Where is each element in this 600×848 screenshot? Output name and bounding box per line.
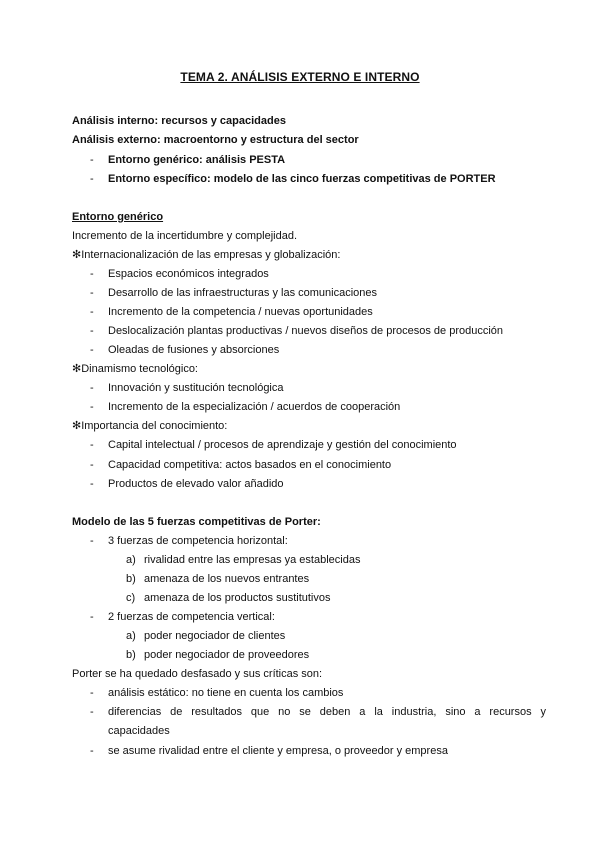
dash-bullet: - xyxy=(90,287,94,299)
group-label-internacionalizacion: ✻Internacionalización de las empresas y globalización: xyxy=(72,249,341,261)
group-label-dinamismo: ✻Dinamismo tecnológico: xyxy=(72,363,198,375)
dash-bullet: - xyxy=(90,478,94,490)
list-item: Desarrollo de las infraestructuras y las comunicaciones xyxy=(108,287,378,299)
dash-bullet: - xyxy=(90,306,94,318)
dash-bullet: - xyxy=(90,173,94,185)
list-item: amenaza de los productos sustitutivos xyxy=(144,592,331,604)
list-item: Deslocalización plantas productivas / nuevos diseños de procesos de producción xyxy=(108,325,504,337)
dash-bullet: - xyxy=(90,154,94,166)
dash-bullet: - xyxy=(90,401,94,413)
dash-bullet: - xyxy=(90,344,94,356)
list-item: Capital intelectual / procesos de aprendizaje y gestión del conocimiento xyxy=(108,439,457,451)
list-item: poder negociador de proveedores xyxy=(144,649,310,661)
generic-intro: Incremento de la incertidumbre y complejidad. xyxy=(72,230,298,242)
list-item: se asume rivalidad entre el cliente y empresa, o proveedor y empresa xyxy=(108,745,448,757)
group-label-conocimiento: ✻Importancia del conocimiento: xyxy=(72,420,228,432)
page-title: TEMA 2. ANÁLISIS EXTERNO E INTERNO xyxy=(180,70,420,84)
list-item: Incremento de la especialización / acuerdos de cooperación xyxy=(108,401,401,413)
dash-bullet: - xyxy=(90,706,94,718)
porter-vertical-label: 2 fuerzas de competencia vertical: xyxy=(108,611,275,623)
list-letter: b) xyxy=(126,573,136,585)
list-item: Oleadas de fusiones y absorciones xyxy=(108,344,280,356)
list-item: rivalidad entre las empresas ya establecidas xyxy=(144,554,361,566)
list-item: Innovación y sustitución tecnológica xyxy=(108,382,284,394)
list-item: Capacidad competitiva: actos basados en el conocimiento xyxy=(108,459,392,471)
intro-line-internal: Análisis interno: recursos y capacidades xyxy=(72,115,286,127)
list-letter: b) xyxy=(126,649,136,661)
porter-horizontal-label: 3 fuerzas de competencia horizontal: xyxy=(108,535,288,547)
list-letter: a) xyxy=(126,630,136,642)
list-letter: c) xyxy=(126,592,136,604)
porter-criticas-intro: Porter se ha quedado desfasado y sus críticas son: xyxy=(72,668,323,680)
dash-bullet: - xyxy=(90,382,94,394)
dash-bullet: - xyxy=(90,459,94,471)
dash-bullet: - xyxy=(90,439,94,451)
list-item: poder negociador de clientes xyxy=(144,630,286,642)
list-item: Incremento de la competencia / nuevas oportunidades xyxy=(108,306,373,318)
dash-bullet: - xyxy=(90,268,94,280)
intro-bullet-specific: Entorno específico: modelo de las cinco fuerzas competitivas de PORTER xyxy=(108,173,496,185)
intro-line-external: Análisis externo: macroentorno y estructura del sector xyxy=(72,134,359,146)
list-item: Espacios económicos integrados xyxy=(108,268,269,280)
list-item: amenaza de los nuevos entrantes xyxy=(144,573,310,585)
section-heading-generic: Entorno genérico xyxy=(72,211,164,223)
list-item: Productos de elevado valor añadido xyxy=(108,478,284,490)
dash-bullet: - xyxy=(90,535,94,547)
list-item: diferencias de resultados que no se deben a la industria, sino a recursos y xyxy=(108,706,546,718)
dash-bullet: - xyxy=(90,745,94,757)
list-item: análisis estático: no tiene en cuenta los cambios xyxy=(108,687,344,699)
section-heading-porter: Modelo de las 5 fuerzas competitivas de Porter: xyxy=(72,516,321,528)
dash-bullet: - xyxy=(90,611,94,623)
dash-bullet: - xyxy=(90,325,94,337)
list-letter: a) xyxy=(126,554,136,566)
intro-bullet-generic: Entorno genérico: análisis PESTA xyxy=(108,154,286,166)
list-item-continuation: capacidades xyxy=(108,725,170,737)
dash-bullet: - xyxy=(90,687,94,699)
